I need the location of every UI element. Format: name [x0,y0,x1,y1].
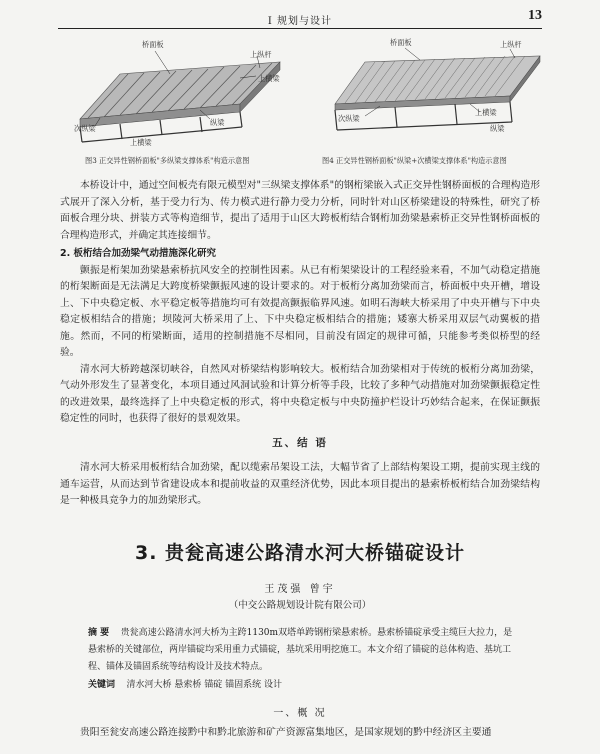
body-text-conclusion [60,460,540,510]
paragraph-3: 清水河大桥跨越深切峡谷，自然风对桥梁结构影响较大。板桁结合加劲梁相对于传统的板桁分离加劲梁，气动外形发生了显著变化，本项目通过风洞试验和计算分析等手段，比较了多种气动措施对加劲梁颤振稳定性的改进效果，最终选择了上中央稳定板的形式，将中央稳定板与中央防撞护栏设计巧妙结合起来，在保证颤振稳定性的同时，也获得了很好的景观效果。 [60,363,540,424]
overview-paragraph: 贵阳至瓮安高速公路连接黔中和黔北旅游和矿产资源富集地区，是国家规划的黔中经济区主要通 [80,727,492,738]
section-heading-conclusion: 五、结 语 [272,437,328,449]
article-title: 3. 贵瓮高速公路清水河大桥锚碇设计 [134,542,466,564]
keywords [88,677,514,690]
body-text-upper [60,178,540,428]
fig3-label-secondary-stringer: 次纵梁 [74,124,96,133]
figure-4-caption: 图4 正交异性钢桥面板"纵梁+次横梁支撑体系"构造示意图 [322,156,507,165]
abstract [88,625,514,676]
keywords-label: 关键词 [88,680,116,690]
page-number: 13 [528,8,542,23]
fig4-label-secondary-stringer: 次纵梁 [338,114,360,123]
article-affiliation: （中交公路规划设计院有限公司） [228,600,372,611]
fig4-label-upper-cross-beam: 上横梁 [475,108,497,117]
abstract-label: 摘 要 [88,628,110,638]
fig3-label-panel: 桥面板 [142,40,164,49]
abstract-text: 贵瓮高速公路清水河大桥为主跨1130m双塔单跨钢桁梁悬索桥。悬索桥锚碇承受主缆巨大拉力，是悬索桥的关键部位，两岸锚碇均采用重力式锚碇，基坑采用明挖施工。本文介绍了锚碇的总体构造、基坑工程、锚体及锚固系统等结构设计及技术特点。 [88,628,513,672]
keywords-text: 清水河大桥 悬索桥 锚碇 锚固系统 设计 [126,680,282,690]
fig3-label-upper-stringer: 上纵杆 [250,50,272,59]
fig3-label-upper-cross-beam: 上横梁 [258,74,280,83]
fig4-label-stringer: 纵梁 [490,124,505,133]
fig3-label-stringer: 纵梁 [210,118,225,127]
subheading-2: 2. 板桁结合加劲梁气动措施深化研究 [60,248,217,259]
header-section: Ⅰ 规划与设计 [267,16,333,27]
fig4-label-upper-stringer: 上纵杆 [500,40,522,49]
section-heading-overview: 一、概 况 [273,708,327,719]
paragraph-1: 本桥设计中，通过空间板壳有限元模型对"三纵梁支撑体系"的钢桁梁嵌入式正交异性钢桥面板的合理构造形式展开了深入分析，基于受力行为、传力模式进行静力受力分析，同时针对山区桥梁建设的特殊性，研究了桥面板合理分块、拼装方式等构造细节，提出了适用于山区大跨板桁结合钢桁加劲梁悬索桥正交异性钢桥面板的合理构造形式，并确定其连接细节。 [60,180,540,241]
figures-row [60,34,550,164]
figure-3-caption: 图3 正交异性钢桥面板"多纵梁支撑体系"构造示意图 [85,156,250,165]
fig4-label-panel: 桥面板 [390,38,412,47]
article-authors: 王茂强 曾宇 [264,584,336,595]
paragraph-2: 颤振是桁架加劲梁悬索桥抗风安全的控制性因素。从已有桁架梁设计的工程经验来看，不加气动稳定措施的桁架断面是无法满足大跨度桥梁颤振风速的设计要求的。对于板桁分离加劲梁而言，桥面板中央开槽，增设上、下中央稳定板、水平稳定板等措施均可有效提高颤振临界风速。如明石海峡大桥采用了中央开槽与下中央稳定板相结合的措施；坝陵河大桥采用了上、下中央稳定板相结合的措施；矮寨大桥采用双层气动翼板的措施。然而，不同的桁梁断面，适用的控制措施不尽相同，目前没有固定的规律可循，只能参考类似桥型的经验。 [60,264,540,358]
figure-4-drawing [310,34,550,149]
paragraph-4: 清水河大桥采用板桁结合加劲梁，配以缆索吊架设工法，大幅节省了上部结构架设工期，提前实现主线的通车运营，从而达到节省建设成本和提前收益的双重经济优势，因此本项目提出的悬索桥板桁结合加劲梁结构是一种极具竞争力的加劲梁形式。 [60,462,540,506]
running-header [58,6,542,29]
fig3-label-upper-cross-beam-2: 上横梁 [130,138,152,147]
